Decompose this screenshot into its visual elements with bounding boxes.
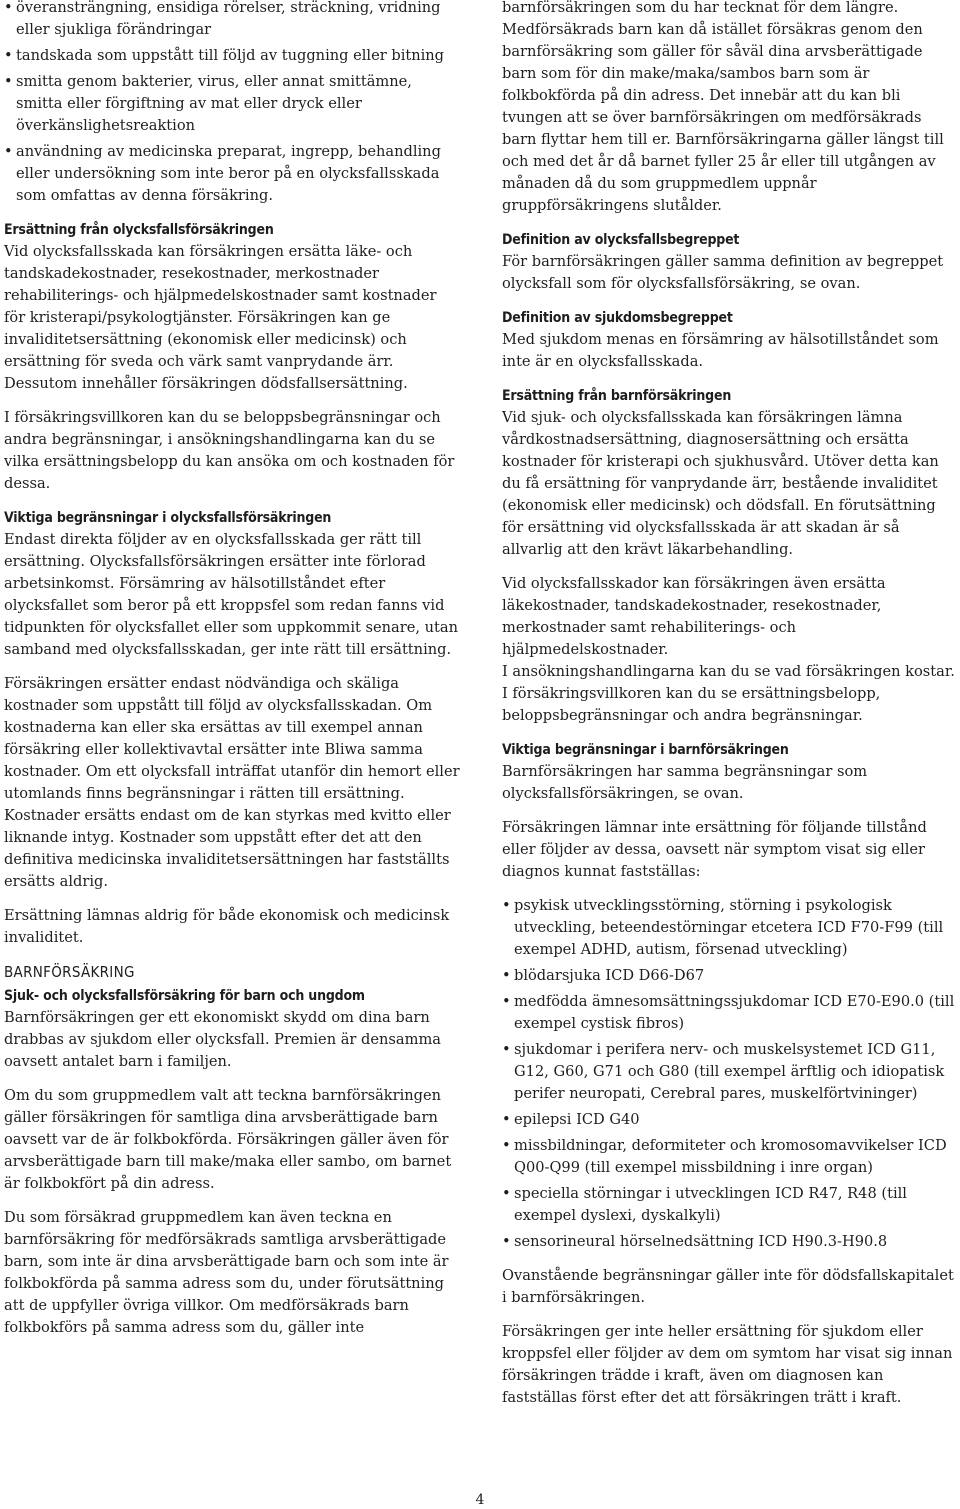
list-item: • missbildningar, deformiteter och kromosomavvikelser ICD Q00-Q99 (till exempel missbildning i inre organ) [502, 1135, 958, 1179]
paragraph: Barnförsäkringen ger ett ekonomiskt skydd om dina barn drabbas av sjukdom eller olycksfall. Premien är densamma oavsett antalet barn i familjen. [4, 1009, 441, 1070]
paragraph: Försäkringen lämnar inte ersättning för följande tillstånd eller följder av dessa, oavsett när symptom visat sig eller diagnos kunnat fastställas: [502, 819, 927, 880]
paragraph: Försäkringen ger inte heller ersättning för sjukdom eller kroppsfel eller följder av dem om symtom har visat sig innan försäkringen trädde i kraft, även om diagnosen kan fastställas först efter det att försäkringen trätt i kraft. [502, 1323, 953, 1406]
list-item: • speciella störningar i utvecklingen ICD R47, R48 (till exempel dyslexi, dyskalkyli) [502, 1183, 958, 1227]
ersattning-barn-heading: Ersättning från barnförsäkringen [502, 388, 732, 404]
list-item: • smitta genom bakterier, virus, eller annat smittämne, smitta eller förgiftning av mat eller dryck eller överkänslighetsreaktion [4, 71, 460, 137]
list-item: • blödarsjuka ICD D66-D67 [502, 965, 958, 987]
paragraph: I försäkringsvillkoren kan du se beloppsbegränsningar och andra begränsningar, i ansökningshandlingarna kan du se vilka ersättningsbelopp du kan ansöka om och kostnaden för dessa. [4, 409, 455, 492]
begransningar-barn-heading: Viktiga begränsningar i barnförsäkringen [502, 742, 789, 758]
list-item: • överansträngning, ensidiga rörelser, sträckning, vridning eller sjukliga förändringar [4, 0, 460, 41]
paragraph: Vid sjuk- och olycksfallsskada kan försäkringen lämna vårdkostnadsersättning, diagnosersättning och ersätta kostnader för kristerapi och sjukhusvård. Utöver detta kan du få ersättning för vanprydande ärr, bestående invaliditet (ekonomisk eller medicinsk) och dödsfall. En förutsättning för ersättning vid olycksfallsskada är att skadan är så allvarlig att den krävt läkarbehandling. [502, 409, 939, 558]
paragraph: Endast direkta följder av en olycksfallsskada ger rätt till ersättning. Olycksfallsförsäkringen ersätter inte förlorad arbetsinkomst. Försämring av hälsotillståndet efter olycksfallet som beror på ett kroppsfel som redan fanns vid tidpunkten för olycksfallet eller som uppkommit senare, utan samband med olycksfallsskadan, ger inte rätt till ersättning. [4, 531, 458, 658]
paragraph: Barnförsäkringen har samma begränsningar som olycksfallsförsäkringen, se ovan. [502, 763, 868, 802]
ersattning-olycksfall-heading: Ersättning från olycksfallsförsäkringen [4, 222, 274, 238]
paragraph: Med sjukdom menas en försämring av hälsotillståndet som inte är en olycksfallsskada. [502, 331, 939, 370]
intro-bullet-list [4, 0, 460, 207]
paragraph: För barnförsäkringen gäller samma definition av begreppet olycksfall som för olycksfallsförsäkring, se ovan. [502, 253, 944, 292]
list-item: • tandskada som uppstått till följd av tuggning eller bitning [4, 45, 460, 67]
paragraph: Du som försäkrad gruppmedlem kan även teckna en barnförsäkring för medförsäkrads samtliga arvsberättigade barn, som inte är dina arvsberättigade barn och som inte är folkbokförda på samma adress som du, under förutsättning att de uppfyller övriga villkor. Om medförsäkrads barn folkbokförs på samma adress som du, gäller inte [4, 1209, 449, 1336]
paragraph: barnförsäkringen som du har tecknat för dem längre. Medförsäkrads barn kan då istället försäkras genom den barnförsäkring som gäller för såväl dina arvsberättigade barn som för din make/maka/sambos barn som är folkbokförda på din adress. Det innebär att du kan bli tvungen att se över barnförsäkringen om medförsäkrads barn flyttar hem till er. Barnförsäkringarna gäller längst till och med det år då barnet fyller 25 år eller till utgången av månaden då du som gruppmedlem uppnår gruppförsäkringens slutålder. [502, 0, 944, 214]
barn-heading: Sjuk- och olycksfallsförsäkring för barn och ungdom [4, 988, 365, 1004]
definition-sjukdom-heading: Definition av sjukdomsbegreppet [502, 310, 733, 326]
page-number: 4 [475, 1492, 485, 1508]
list-item: • sensorineural hörselnedsättning ICD H90.3-H90.8 [502, 1231, 958, 1253]
begransningar-olycksfall-heading: Viktiga begränsningar i olycksfallsförsäkringen [4, 510, 332, 526]
paragraph: Försäkringen ersätter endast nödvändiga och skäliga kostnader som uppstått till följd av olycksfallsskadan. Om kostnaderna kan eller ska ersättas av till exempel annan försäkring eller kollektivavtal ersätter inte Bliwa samma kostnader. Om ett olycksfall inträffat utanför din hemort eller utomlands finns begränsningar i rätten till ersättning. Kostnader ersätts endast om de kan styrkas med kvitto eller liknande intyg. Kostnader som uppstått efter det att den definitiva medicinska invaliditetsersättningen har fastställts ersätts aldrig. [4, 675, 460, 890]
paragraph: Vid olycksfallsskada kan försäkringen ersätta läke- och tandskadekostnader, resekostnader, merkostnader rehabiliterings- och hjälpmedelskostnader samt kostnader för kristerapi/psykologtjänster. Försäkringen kan ge invaliditetsersättning (ekonomisk eller medicinsk) och ersättning för sveda och värk samt vanprydande ärr. Dessutom innehåller försäkringen dödsfallsersättning. [4, 243, 437, 392]
left-column [4, 0, 460, 1351]
paragraph: Ersättning lämnas aldrig för både ekonomisk och medicinsk invaliditet. [4, 907, 450, 946]
diagnos-bullet-list [502, 895, 958, 1253]
list-item: • epilepsi ICD G40 [502, 1109, 958, 1131]
definition-olycksfall-heading: Definition av olycksfallsbegreppet [502, 232, 740, 248]
list-item: • psykisk utvecklingsstörning, störning i psykologisk utveckling, beteendestörningar etcetera ICD F70-F99 (till exempel ADHD, autism, försenad utveckling) [502, 895, 958, 961]
paragraph: Ovanstående begränsningar gäller inte för dödsfallskapitalet i barnförsäkringen. [502, 1267, 954, 1306]
paragraph: I ansökningshandlingarna kan du se vad försäkringen kostar. I försäkringsvillkoren kan du se ersättningsbelopp, beloppsbegränsningar och andra begränsningar. [502, 663, 955, 724]
barnforsakring-section-title: BARNFÖRSÄKRING [4, 963, 135, 981]
right-column [502, 0, 958, 1421]
list-item: • medfödda ämnesomsättningssjukdomar ICD E70-E90.0 (till exempel cystisk fibros) [502, 991, 958, 1035]
paragraph: Vid olycksfallsskador kan försäkringen även ersätta läkekostnader, tandskadekostnader, resekostnader, merkostnader samt rehabiliterings- och hjälpmedelskostnader. [502, 575, 886, 658]
list-item: • användning av medicinska preparat, ingrepp, behandling eller undersökning som inte beror på en olycksfallsskada som omfattas av denna försäkring. [4, 141, 460, 207]
list-item: • sjukdomar i perifera nerv- och muskelsystemet ICD G11, G12, G60, G71 och G80 (till exempel ärftlig och idiopatisk perifer neuropati, Cerebral pares, muskelförtvininger) [502, 1039, 958, 1105]
paragraph: Om du som gruppmedlem valt att teckna barnförsäkringen gäller försäkringen för samtliga dina arvsberättigade barn oavsett var de är folkbokförda. Försäkringen gäller även för arvsberättigade barn till make/maka eller sambo, om barnet är folkbokfört på din adress. [4, 1087, 452, 1192]
